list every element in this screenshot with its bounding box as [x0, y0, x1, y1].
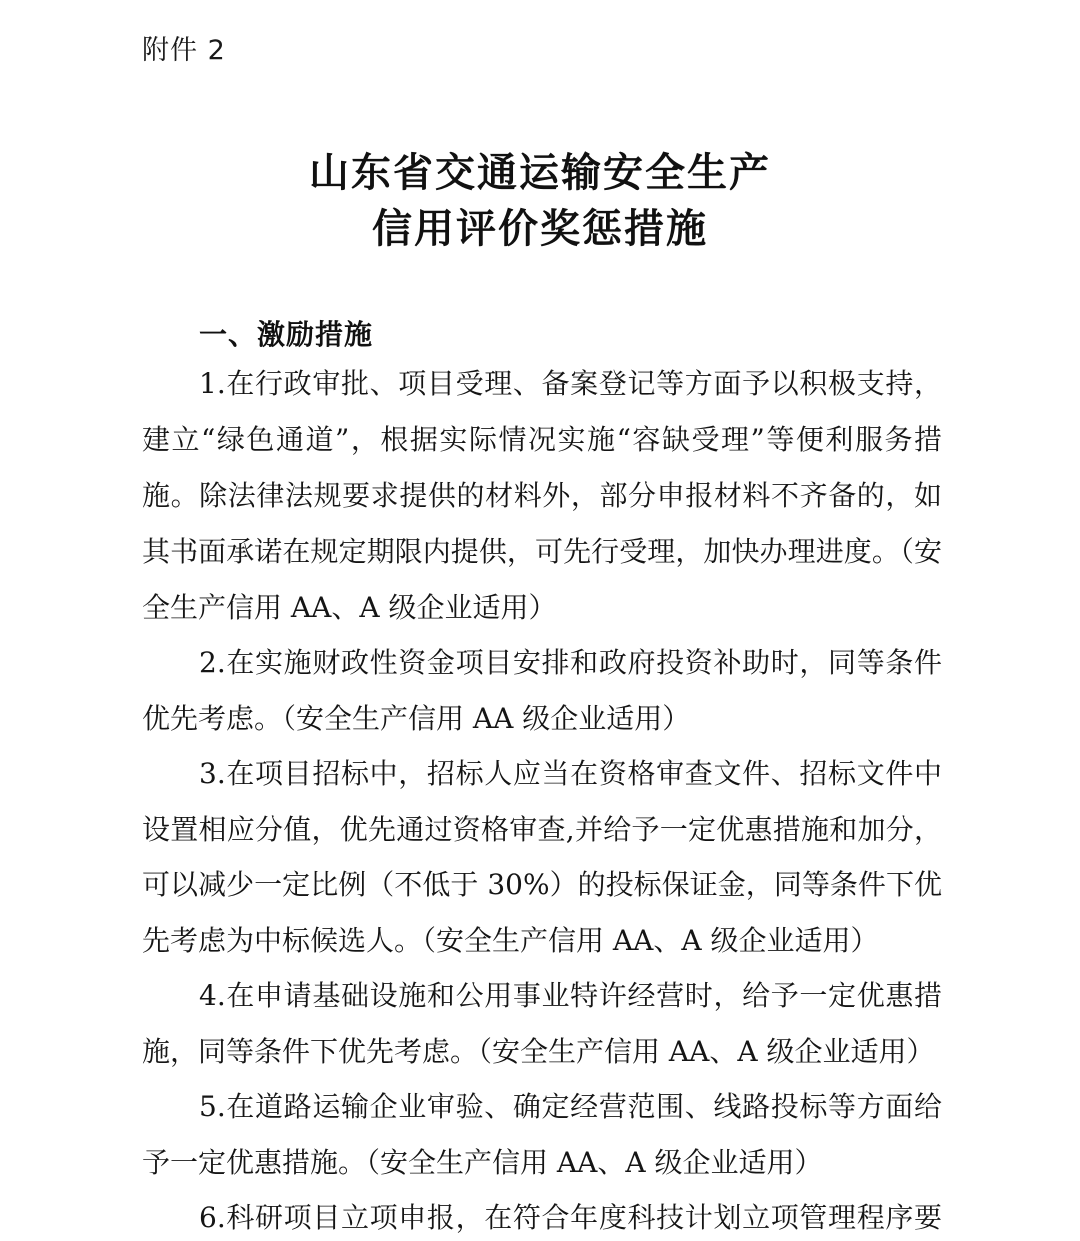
body-line: 2.在实施财政性资金项目安排和政府投资补助时，同等条件: [199, 646, 942, 679]
body-line: 1.在行政审批、项目受理、备案登记等方面予以积极支持，: [199, 367, 942, 400]
body-line: 设置相应分值，优先通过资格审查,并给予一定优惠措施和加分，: [142, 813, 942, 846]
document-title-line-1: 山东省交通运输安全生产: [309, 149, 771, 196]
body-line: 3.在项目招标中，招标人应当在资格审查文件、招标文件中: [199, 757, 942, 790]
body-line: 5.在道路运输企业审验、确定经营范围、线路投标等方面给: [199, 1090, 942, 1123]
body-line: 施。除法律法规要求提供的材料外，部分申报材料不齐备的，如: [142, 479, 942, 512]
body-line: 全生产信用 AA、A 级企业适用）: [142, 591, 557, 624]
body-line: 6.科研项目立项申报，在符合年度科技计划立项管理程序要: [199, 1201, 942, 1234]
body-line: 建立“绿色通道”，根据实际情况实施“容缺受理”等便利服务措: [142, 423, 942, 456]
body-line: 施，同等条件下优先考虑。（安全生产信用 AA、A 级企业适用）: [142, 1035, 935, 1068]
document-title-line-2: 信用评价奖惩措施: [372, 205, 708, 252]
body-line: 先考虑为中标候选人。（安全生产信用 AA、A 级企业适用）: [142, 924, 879, 957]
section-heading: 一、激励措施: [199, 318, 374, 351]
attachment-label: 附件 2: [142, 35, 226, 66]
body-line: 4.在申请基础设施和公用事业特许经营时，给予一定优惠措: [199, 979, 942, 1012]
body-line: 其书面承诺在规定期限内提供，可先行受理，加快办理进度。（安: [142, 535, 942, 568]
body-line: 予一定优惠措施。（安全生产信用 AA、A 级企业适用）: [142, 1146, 823, 1179]
body-line: 可以减少一定比例（不低于 30%）的投标保证金，同等条件下优: [142, 868, 942, 901]
body-line: 优先考虑。（安全生产信用 AA 级企业适用）: [142, 702, 691, 735]
